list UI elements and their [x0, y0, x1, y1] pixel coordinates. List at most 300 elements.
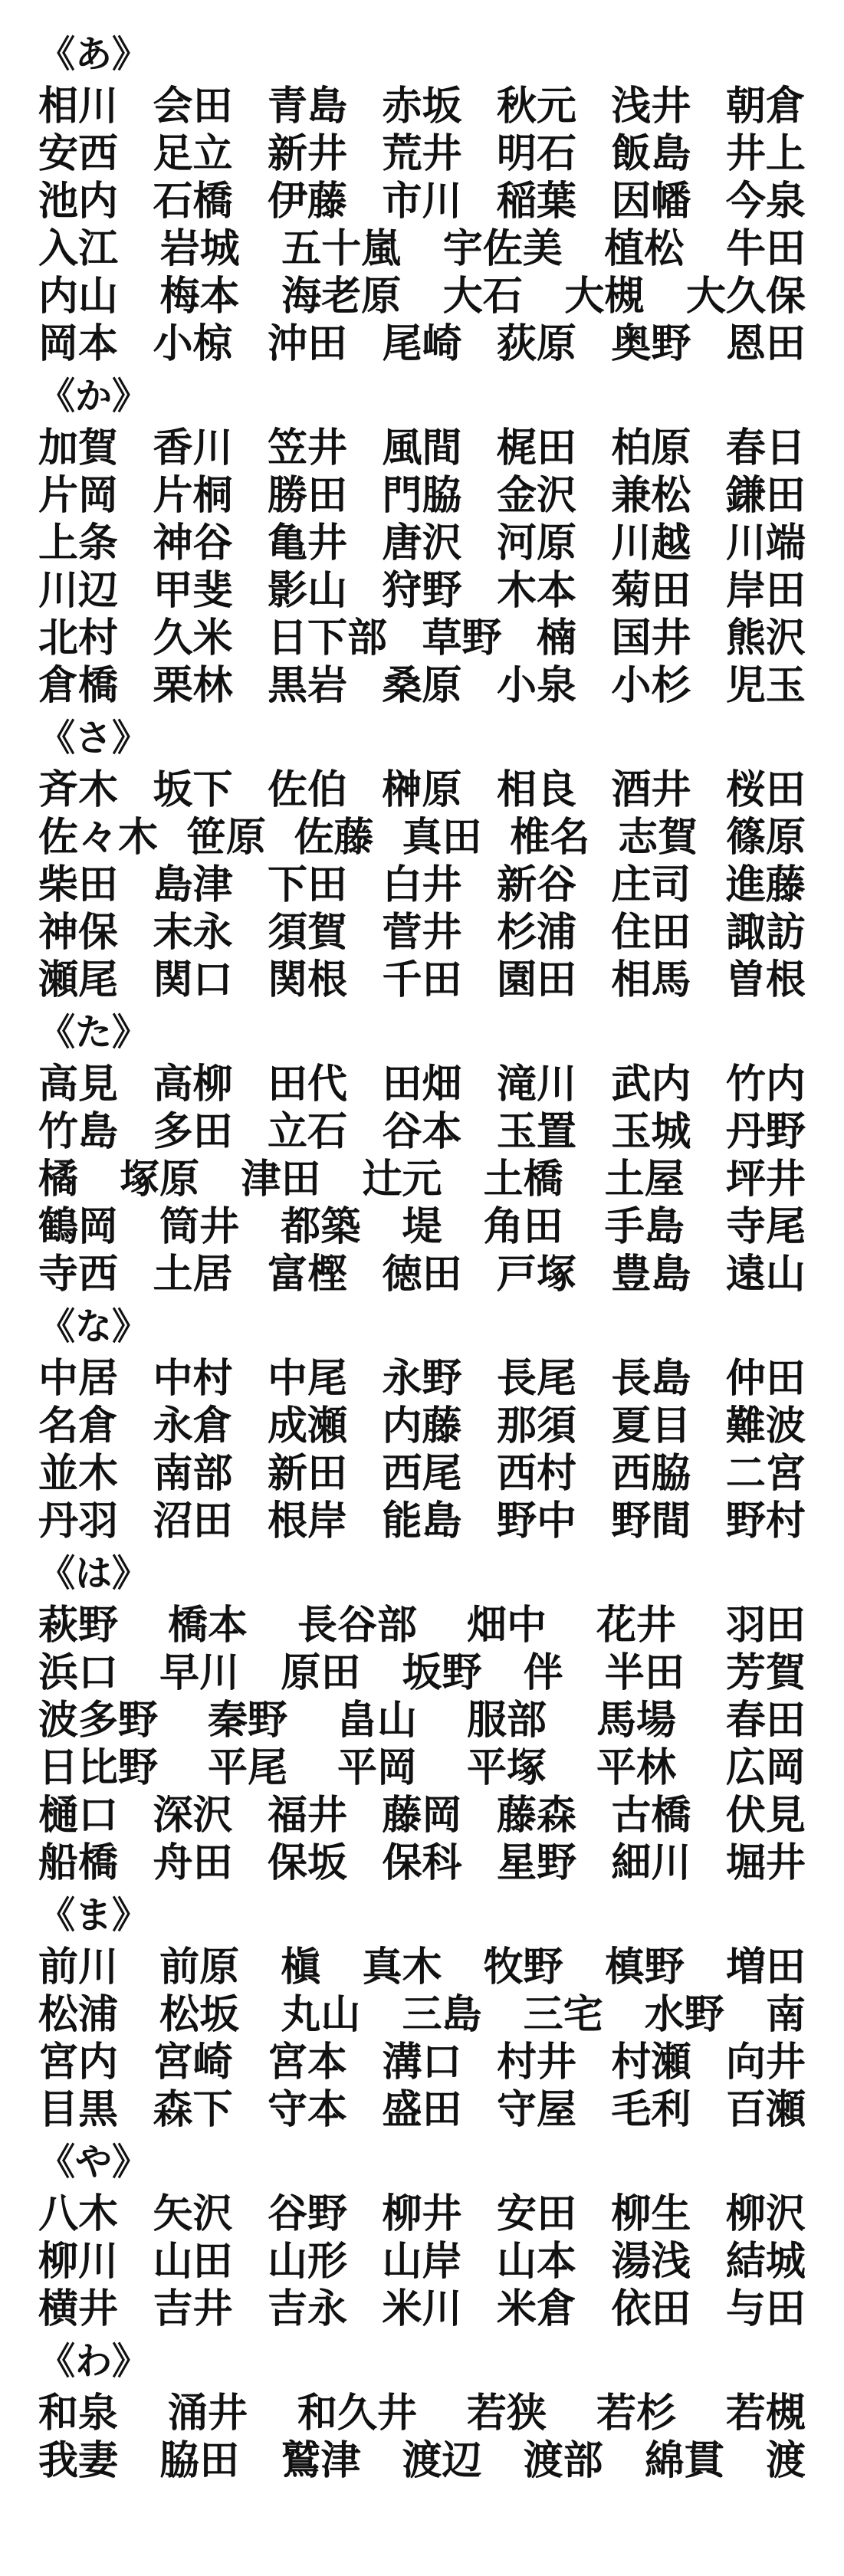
surname: 丹野: [725, 1108, 806, 1155]
section-5: [38, 1550, 806, 1892]
name-row: [38, 1246, 806, 1298]
name-row: [38, 2034, 806, 2085]
surname: 米川: [382, 2286, 462, 2332]
surname: 坂下: [153, 766, 233, 813]
surname: 手島: [604, 1203, 685, 1250]
surname: 尾崎: [382, 320, 462, 367]
name-row: [38, 857, 806, 908]
surname: 徳田: [382, 1251, 462, 1298]
surname: 片桐: [153, 472, 233, 519]
surname: 加賀: [38, 425, 119, 471]
name-row: [38, 2385, 806, 2437]
surname: 佐々木: [38, 814, 159, 861]
name-row: [38, 809, 806, 861]
name-row: [38, 610, 806, 661]
section-heading: 《や》: [38, 2141, 149, 2184]
section-1: [38, 372, 806, 714]
surname: 柏原: [611, 425, 691, 471]
surname: 園田: [496, 957, 576, 1003]
surname: 平林: [596, 1744, 676, 1791]
surname: 辻元: [362, 1156, 442, 1203]
surname: 浅井: [611, 83, 691, 130]
surname: 伴: [523, 1649, 563, 1696]
surname: 国井: [611, 615, 691, 661]
surname: 沼田: [153, 1498, 233, 1544]
section-2: [38, 714, 806, 1009]
surname: 丹羽: [38, 1498, 119, 1544]
name-row: [38, 268, 806, 320]
surname: 横井: [38, 2286, 119, 2332]
surname: 大久保: [685, 273, 806, 320]
surname: 海老原: [281, 273, 402, 320]
surname: 滝川: [496, 1061, 576, 1108]
surname: 伊藤: [267, 178, 347, 225]
surname: 依田: [611, 2286, 691, 2332]
surname: 綿貫: [644, 2437, 724, 2484]
surname: 会田: [153, 83, 233, 130]
surname: 兼松: [611, 472, 691, 519]
surname: 深沢: [153, 1792, 233, 1839]
surname: 佐伯: [267, 766, 347, 813]
surname: 橘: [38, 1156, 79, 1203]
surname: 奥野: [611, 320, 691, 367]
surname: 秦野: [207, 1697, 287, 1744]
surname: 野中: [496, 1498, 576, 1544]
name-row: [38, 904, 806, 956]
surname: 柳生: [611, 2190, 691, 2237]
surname: 百瀬: [725, 2086, 806, 2133]
surname: 椎名: [510, 814, 590, 861]
surname: 荻原: [496, 320, 576, 367]
surname: 門脇: [382, 472, 462, 519]
surname: 曽根: [725, 957, 806, 1003]
surname: 笠井: [267, 425, 347, 471]
surname: 立石: [267, 1108, 347, 1155]
section-6: [38, 1892, 806, 2138]
surname: 渡部: [523, 2437, 603, 2484]
surname: 長谷部: [297, 1602, 417, 1649]
surname: 保坂: [267, 1839, 347, 1886]
surname: 武内: [611, 1061, 691, 1108]
surname: 池内: [38, 178, 119, 225]
surname: 片岡: [38, 472, 119, 519]
surname: 戸塚: [496, 1251, 576, 1298]
surname: 神谷: [153, 520, 233, 566]
surname: 能島: [382, 1498, 462, 1544]
surname: 半田: [604, 1649, 685, 1696]
name-row: [38, 1740, 806, 1791]
surname: 筒井: [159, 1203, 240, 1250]
surname: 多田: [153, 1108, 233, 1155]
surname: 沖田: [267, 320, 347, 367]
name-row: [38, 1692, 806, 1744]
surname: 富樫: [267, 1251, 347, 1298]
surname: 山形: [267, 2238, 347, 2285]
surname: 志賀: [618, 814, 698, 861]
surname: 佐藤: [294, 814, 374, 861]
surname: 笹原: [186, 814, 266, 861]
surname: 花井: [596, 1602, 676, 1649]
surname: 脇田: [159, 2437, 240, 2484]
surname: 坂野: [402, 1649, 482, 1696]
name-row: [38, 221, 806, 272]
surname: 鎌田: [725, 472, 806, 519]
surname: 酒井: [611, 766, 691, 813]
surname: 毛利: [611, 2086, 691, 2133]
surname: 植松: [604, 225, 685, 272]
surname: 桑原: [382, 662, 462, 709]
surname: 松浦: [38, 1991, 119, 2038]
name-row: [38, 1398, 806, 1449]
surname: 槇: [281, 1944, 321, 1990]
surname: 山本: [496, 2238, 576, 2285]
name-row: [38, 468, 806, 519]
section-0: [38, 31, 806, 372]
surname: 柳川: [38, 2238, 119, 2285]
surname: 長尾: [496, 1355, 576, 1402]
name-row: [38, 2281, 806, 2332]
surname: 春田: [725, 1697, 806, 1744]
surname: 早川: [159, 1649, 240, 1696]
surname: 保科: [382, 1839, 462, 1886]
surname: 舟田: [153, 1839, 233, 1886]
surname: 牧野: [483, 1944, 563, 1990]
surname: 若槻: [725, 2390, 806, 2437]
surname: 山岸: [382, 2238, 462, 2285]
surname: 吉井: [153, 2286, 233, 2332]
surname: 坪井: [725, 1156, 806, 1203]
surname: 斉木: [38, 766, 119, 813]
surname: 末永: [153, 909, 233, 956]
surname: 川越: [611, 520, 691, 566]
surname: 吉永: [267, 2286, 347, 2332]
surname: 前川: [38, 1944, 119, 1990]
surname: 橋本: [167, 1602, 248, 1649]
surname: 足立: [153, 130, 233, 177]
surname: 甲斐: [153, 567, 233, 614]
surname: 三宅: [523, 1991, 603, 2038]
surname: 与田: [725, 2286, 806, 2332]
surname: 前原: [159, 1944, 240, 1990]
name-row: [38, 2433, 806, 2484]
section-heading: 《さ》: [38, 717, 149, 760]
surname: 菅井: [382, 909, 462, 956]
surname: 高見: [38, 1061, 119, 1108]
surname: 馬場: [596, 1697, 676, 1744]
surname: 盛田: [382, 2086, 462, 2133]
surname: 荒井: [382, 130, 462, 177]
surname: 安西: [38, 130, 119, 177]
surname: 服部: [466, 1697, 547, 1744]
surname: 向井: [725, 2039, 806, 2085]
surname: 進藤: [725, 861, 806, 908]
surname: 平尾: [207, 1744, 287, 1791]
surname: 日下部: [267, 615, 387, 661]
surname: 唐沢: [382, 520, 462, 566]
surname: 真木: [362, 1944, 442, 1990]
surname: 狩野: [382, 567, 462, 614]
surname: 我妻: [38, 2437, 119, 2484]
surname: 香川: [153, 425, 233, 471]
surname: 北村: [38, 615, 119, 661]
surname: 岩城: [159, 225, 240, 272]
surname: 守本: [267, 2086, 347, 2133]
surname: 原田: [281, 1649, 361, 1696]
section-heading: 《た》: [38, 1011, 149, 1054]
name-row: [38, 316, 806, 367]
surname: 柳沢: [725, 2190, 806, 2237]
surname: 朝倉: [725, 83, 806, 130]
surname: 広岡: [725, 1744, 806, 1791]
surname: 春日: [725, 425, 806, 471]
section-heading: 《あ》: [38, 33, 149, 76]
surname: 遠山: [725, 1251, 806, 1298]
surname: 倉橋: [38, 662, 119, 709]
surname: 谷野: [267, 2190, 347, 2237]
surname: 千田: [382, 957, 462, 1003]
surname: 南: [765, 1991, 806, 2038]
surname: 槙野: [604, 1944, 685, 1990]
name-row: [38, 1199, 806, 1250]
name-row: [38, 952, 806, 1003]
surname: 柴田: [38, 861, 119, 908]
surname: 鶴岡: [38, 1203, 119, 1250]
section-4: [38, 1303, 806, 1550]
surname: 樋口: [38, 1792, 119, 1839]
surname: 瀬尾: [38, 957, 119, 1003]
surname: 稲葉: [496, 178, 576, 225]
surname: 村井: [496, 2039, 576, 2085]
surname: 住田: [611, 909, 691, 956]
surname: 都築: [281, 1203, 361, 1250]
surname: 豊島: [611, 1251, 691, 1298]
surname: 増田: [725, 1944, 806, 1990]
surname: 岡本: [38, 320, 119, 367]
name-row: [38, 1350, 806, 1402]
surname: 玉置: [496, 1108, 576, 1155]
surname: 名倉: [38, 1403, 119, 1449]
surname: 野間: [611, 1498, 691, 1544]
surname: 宮内: [38, 2039, 119, 2085]
surname: 市川: [382, 178, 462, 225]
surname: 杉浦: [496, 909, 576, 956]
surname: 小泉: [496, 662, 576, 709]
surname: 長島: [611, 1355, 691, 1402]
surname: 八木: [38, 2190, 119, 2237]
surname: 勝田: [267, 472, 347, 519]
surname: 根岸: [267, 1498, 347, 1544]
name-row: [38, 1493, 806, 1544]
surname: 古橋: [611, 1792, 691, 1839]
surname: 船橋: [38, 1839, 119, 1886]
surname: 竹内: [725, 1061, 806, 1108]
surname: 中尾: [267, 1355, 347, 1402]
surname: 丸山: [281, 1991, 361, 2038]
surname: 三島: [402, 1991, 482, 2038]
surname: 平塚: [466, 1744, 547, 1791]
surname: 内山: [38, 273, 119, 320]
surname: 相馬: [611, 957, 691, 1003]
surname: 田畑: [382, 1061, 462, 1108]
surname: 西村: [496, 1450, 576, 1497]
surname: 川辺: [38, 567, 119, 614]
surname: 今泉: [725, 178, 806, 225]
surname: 秋元: [496, 83, 576, 130]
surname: 安田: [496, 2190, 576, 2237]
surname: 因幡: [611, 178, 691, 225]
surname: 浜口: [38, 1649, 119, 1696]
surname: 梅本: [159, 273, 240, 320]
surname: 桜田: [725, 766, 806, 813]
surname: 寺尾: [725, 1203, 806, 1250]
surname: 栗林: [153, 662, 233, 709]
surname: 影山: [267, 567, 347, 614]
surname: 溝口: [382, 2039, 462, 2085]
surname: 小椋: [153, 320, 233, 367]
surname: 神保: [38, 909, 119, 956]
surname: 河原: [496, 520, 576, 566]
name-row: [38, 658, 806, 709]
surname: 榊原: [382, 766, 462, 813]
surname: 寺西: [38, 1251, 119, 1298]
surname: 津田: [241, 1156, 321, 1203]
surname: 藤岡: [382, 1792, 462, 1839]
name-row: [38, 762, 806, 813]
surname: 竹島: [38, 1108, 119, 1155]
section-heading: 《ま》: [38, 1894, 149, 1937]
name-row: [38, 1104, 806, 1155]
name-row: [38, 1597, 806, 1649]
surname: 楠: [536, 615, 576, 661]
surname: 石橋: [153, 178, 233, 225]
surname: 飯島: [611, 130, 691, 177]
name-row: [38, 563, 806, 614]
surname: 伏見: [725, 1792, 806, 1839]
surname: 風間: [382, 425, 462, 471]
surname: 芳賀: [725, 1649, 806, 1696]
surname: 玉城: [611, 1108, 691, 1155]
surname: 金沢: [496, 472, 576, 519]
surname: 明石: [496, 130, 576, 177]
surname: 白井: [382, 861, 462, 908]
surname: 仲田: [725, 1355, 806, 1402]
surname: 児玉: [725, 662, 806, 709]
surname: 難波: [725, 1403, 806, 1449]
name-row: [38, 1645, 806, 1696]
surname: 諏訪: [725, 909, 806, 956]
surname: 土橋: [483, 1156, 563, 1203]
surname: 宮崎: [153, 2039, 233, 2085]
surname: 入江: [38, 225, 119, 272]
surname: 米倉: [496, 2286, 576, 2332]
section-7: [38, 2138, 806, 2338]
surname: 波多野: [38, 1697, 159, 1744]
surname: 相川: [38, 83, 119, 130]
surname: 渡: [765, 2437, 806, 2484]
name-row: [38, 1446, 806, 1497]
surname: 岸田: [725, 567, 806, 614]
surname: 塚原: [120, 1156, 200, 1203]
surname: 矢沢: [153, 2190, 233, 2237]
surname: 中村: [153, 1355, 233, 1402]
surname: 野村: [725, 1498, 806, 1544]
surname: 成瀬: [267, 1403, 347, 1449]
name-row: [38, 1835, 806, 1886]
surname: 畠山: [337, 1697, 417, 1744]
name-row: [38, 173, 806, 225]
surname: 永倉: [153, 1403, 233, 1449]
surname: 土屋: [604, 1156, 685, 1203]
surname: 湯浅: [611, 2238, 691, 2285]
surname: 永野: [382, 1355, 462, 1402]
section-heading: 《は》: [38, 1552, 149, 1595]
section-heading: 《か》: [38, 375, 149, 418]
surname: 平岡: [337, 1744, 417, 1791]
surname: 宮本: [267, 2039, 347, 2085]
surname: 細川: [611, 1839, 691, 1886]
name-row: [38, 126, 806, 177]
surname: 木本: [496, 567, 576, 614]
surname: 角田: [483, 1203, 563, 1250]
surname: 庄司: [611, 861, 691, 908]
name-row: [38, 2186, 806, 2237]
surname: 川端: [725, 520, 806, 566]
surname: 渡辺: [402, 2437, 482, 2484]
surname: 新井: [267, 130, 347, 177]
surname: 星野: [496, 1839, 576, 1886]
surname: 青島: [267, 83, 347, 130]
name-row: [38, 2233, 806, 2285]
surname: 菊田: [611, 567, 691, 614]
surname: 鷲津: [281, 2437, 361, 2484]
surname: 西尾: [382, 1450, 462, 1497]
surname: 真田: [402, 814, 482, 861]
surname: 和久井: [297, 2390, 417, 2437]
surname: 森下: [153, 2086, 233, 2133]
surname: 恩田: [725, 320, 806, 367]
surname: 新田: [267, 1450, 347, 1497]
name-row: [38, 78, 806, 130]
surname: 黒岩: [267, 662, 347, 709]
surname: 関口: [153, 957, 233, 1003]
surname: 赤坂: [382, 83, 462, 130]
section-3: [38, 1009, 806, 1303]
surname: 涌井: [167, 2390, 248, 2437]
surname: 久米: [153, 615, 233, 661]
surname: 羽田: [725, 1602, 806, 1649]
surname: 夏目: [611, 1403, 691, 1449]
name-row: [38, 1939, 806, 1990]
name-row: [38, 2082, 806, 2133]
surname: 井上: [725, 130, 806, 177]
surname: 福井: [267, 1792, 347, 1839]
surname: 関根: [267, 957, 347, 1003]
surname: 若杉: [596, 2390, 676, 2437]
surname: 並木: [38, 1450, 119, 1497]
name-row: [38, 1987, 806, 2038]
surname: 宇佐美: [442, 225, 563, 272]
name-row: [38, 1056, 806, 1108]
surname: 相良: [496, 766, 576, 813]
surname: 畑中: [466, 1602, 547, 1649]
surname: 若狭: [466, 2390, 547, 2437]
surname: 堀井: [725, 1839, 806, 1886]
surname: 上条: [38, 520, 119, 566]
surname: 内藤: [382, 1403, 462, 1449]
surname: 大石: [442, 273, 523, 320]
surname: 中居: [38, 1355, 119, 1402]
surname: 田代: [267, 1061, 347, 1108]
